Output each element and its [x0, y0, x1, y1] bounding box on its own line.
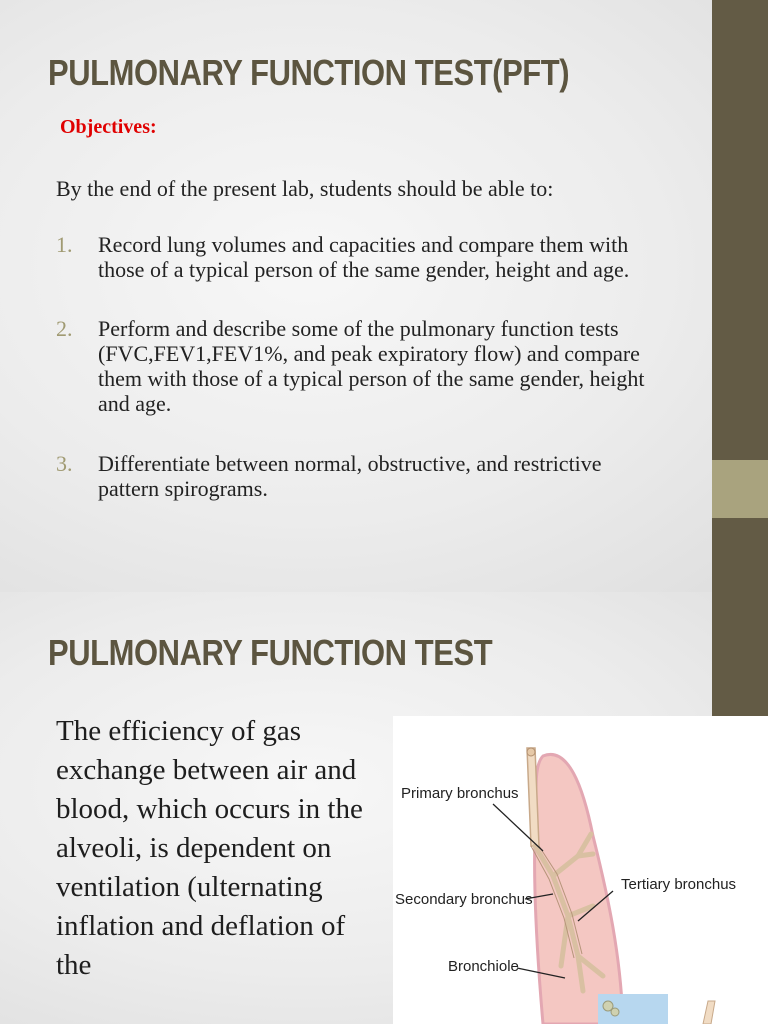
slide-body-text: The efficiency of gas exchange between air and blood, which occurs in the alveoli, is dependent on ventilation (ulternating inflation and deflation of the — [56, 715, 363, 981]
trachea-shape — [527, 748, 539, 846]
label-tertiary-bronchus: Tertiary bronchus — [621, 876, 737, 893]
objective-number: 1. — [56, 232, 73, 257]
slide-title: PULMONARY FUNCTION TEST — [48, 632, 493, 673]
slide-title: PULMONARY FUNCTION TEST(PFT) — [48, 52, 570, 93]
side-tube — [703, 1001, 715, 1024]
trachea-top — [527, 748, 535, 756]
lung-bronchi-figure — [393, 716, 768, 1024]
label-primary-bronchus: Primary bronchus — [401, 785, 519, 802]
slide-sidebar-accent — [712, 460, 768, 518]
objective-number: 3. — [56, 451, 73, 476]
objectives-heading: Objectives: — [60, 116, 157, 138]
objectives-list — [56, 232, 666, 501]
objective-number: 2. — [56, 316, 73, 341]
objective-item — [56, 232, 666, 282]
label-bronchiole: Bronchiole — [448, 958, 519, 975]
objective-item — [56, 451, 666, 501]
label-secondary-bronchus: Secondary bronchus — [395, 891, 533, 908]
objective-text: Perform and describe some of the pulmonary function tests (FVC,FEV1,FEV1%, and peak expiratory flow) and compare them with those of a typical person of the same gender, height and age. — [98, 316, 645, 416]
alveoli-shape — [611, 1008, 619, 1016]
lung-shape — [535, 754, 623, 1024]
slide-2 — [0, 592, 768, 1024]
slide-sidebar-bar — [712, 592, 768, 716]
objective-text: Differentiate between normal, obstructive, and restrictive pattern spirograms. — [98, 451, 602, 501]
objective-text: Record lung volumes and capacities and compare them with those of a typical person of the same gender, height and age. — [98, 232, 630, 282]
intro-text: By the end of the present lab, students should be able to: — [56, 176, 554, 201]
lung-illustration — [393, 716, 768, 1024]
objective-item — [56, 316, 666, 416]
